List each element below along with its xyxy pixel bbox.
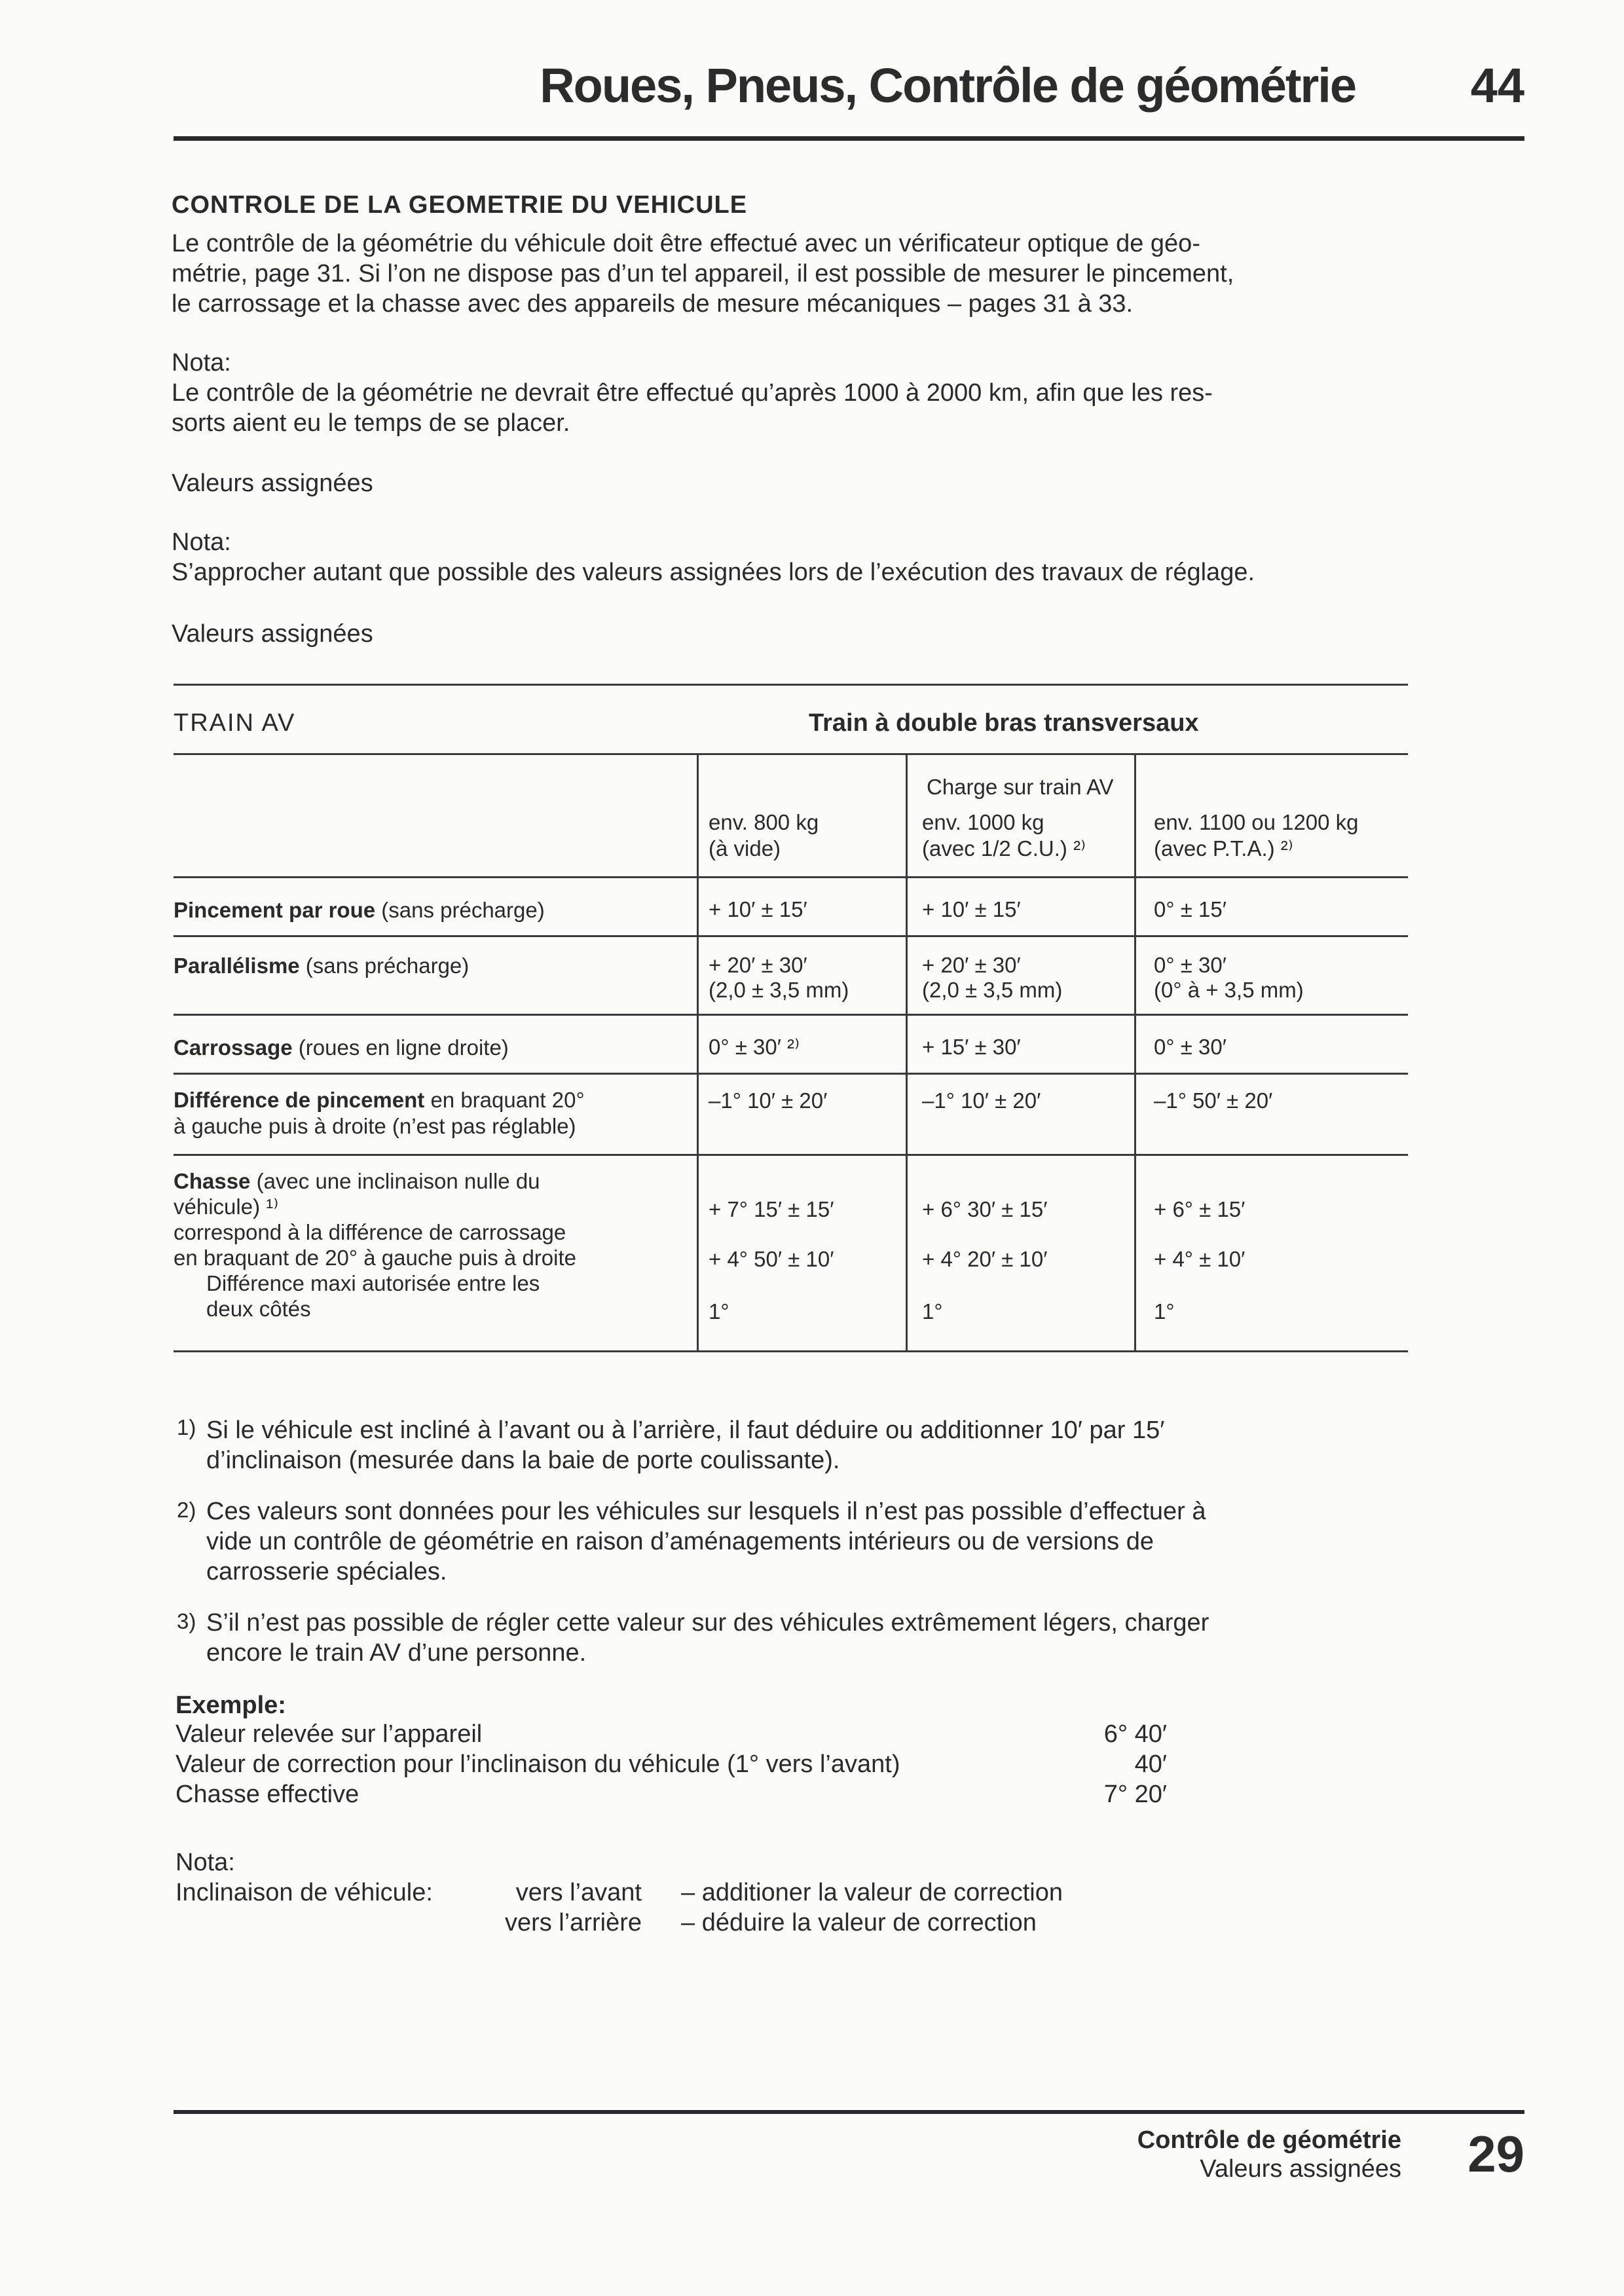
table-cell: 0° ± 30′ <box>1154 1035 1227 1059</box>
nota-label: Nota: <box>175 1849 235 1876</box>
footer-page-number: 29 <box>1467 2125 1524 2183</box>
row-label-line: correspond à la différence de carrossage <box>174 1220 566 1244</box>
table-cell: 0° ± 30′ ²⁾ <box>709 1035 800 1059</box>
row-label: Parallélisme (sans précharge) <box>174 954 470 978</box>
column-header-sub: (à vide) <box>709 836 781 861</box>
row-label: Pincement par roue (sans précharge) <box>174 898 545 922</box>
row-label: Carrossage (roues en ligne droite) <box>174 1035 509 1060</box>
example-row-value: 7° 20′ <box>1103 1781 1167 1808</box>
footnote-line: vide un contrôle de géométrie en raison d’aménagements intérieurs ou de versions de <box>206 1528 1154 1555</box>
nota-label: Nota: <box>172 349 231 377</box>
footer-section-title: Contrôle de géométrie <box>1137 2126 1401 2154</box>
nota-action: – additioner la valeur de correction <box>681 1879 1063 1906</box>
nota-text: S’approcher autant que possible des valeurs assignées lors de l’exécution des travaux de réglage. <box>172 559 1255 586</box>
nota-lead: Inclinaison de véhicule: <box>175 1879 433 1906</box>
footer-rule <box>174 2110 1524 2114</box>
table-cell: 1° <box>922 1299 943 1324</box>
nota-direction: vers l’avant <box>515 1879 642 1906</box>
charge-header: Charge sur train AV <box>927 775 1114 799</box>
row-label: Différence de pincement en braquant 20° <box>174 1088 585 1112</box>
table-cell: + 4° ± 10′ <box>1154 1247 1246 1271</box>
footnote-line: S’il n’est pas possible de régler cette valeur sur des véhicules extrêmement légers, charger <box>206 1609 1209 1637</box>
footer-section-subtitle: Valeurs assignées <box>1200 2155 1401 2183</box>
example-row-text: Valeur de correction pour l’inclinaison du véhicule (1° vers l’avant) <box>175 1750 900 1778</box>
column-header-sub: (avec P.T.A.) ²⁾ <box>1154 836 1293 861</box>
table-cell: + 10′ ± 15′ <box>922 897 1021 921</box>
table-bottom-rule <box>174 1350 1408 1352</box>
column-header: env. 1000 kg <box>922 810 1044 834</box>
table-cell: + 6° ± 15′ <box>1154 1197 1246 1221</box>
footnote-line: encore le train AV d’une personne. <box>206 1639 587 1667</box>
table-cell: 1° <box>1154 1299 1175 1324</box>
nota-direction: vers l’arrière <box>504 1909 642 1936</box>
table-column-divider <box>906 753 908 1350</box>
table-cell: + 10′ ± 15′ <box>709 897 807 921</box>
footnote-line: Si le véhicule est incliné à l’avant ou à l’arrière, il faut déduire ou additionner 10′ par 15′ <box>206 1416 1165 1444</box>
table-cell: 0° ± 30′ (0° à + 3,5 mm) <box>1154 953 1304 1002</box>
nota-label: Nota: <box>172 528 231 556</box>
intro-line-2: métrie, page 31. Si l’on ne dispose pas d’un tel appareil, il est possible de mesurer le pincement, <box>172 260 1234 287</box>
row-label-line: Différence maxi autorisée entre les <box>206 1271 540 1295</box>
example-row-value: 6° 40′ <box>1103 1720 1167 1748</box>
table-rule <box>174 753 1408 755</box>
page-header-title: Roues, Pneus, Contrôle de géométrie <box>540 58 1356 113</box>
valeurs-heading: Valeurs assignées <box>172 470 373 497</box>
train-label: TRAIN AV <box>174 709 296 737</box>
table-cell: + 15′ ± 30′ <box>922 1035 1021 1059</box>
table-cell: + 20′ ± 30′ (2,0 ± 3,5 mm) <box>922 953 1063 1002</box>
table-rule <box>174 935 1408 937</box>
table-rule <box>174 876 1408 878</box>
table-cell: 1° <box>709 1299 729 1324</box>
row-label-line: deux côtés <box>206 1297 311 1321</box>
footnote-line: d’inclinaison (mesurée dans la baie de porte coulissante). <box>206 1447 840 1474</box>
table-column-divider <box>1134 753 1136 1350</box>
column-header: env. 1100 ou 1200 kg <box>1154 810 1359 834</box>
table-cell: –1° 10′ ± 20′ <box>922 1088 1041 1113</box>
nota-line-1: Le contrôle de la géométrie ne devrait être effectué qu’après 1000 à 2000 km, afin que les res- <box>172 379 1213 407</box>
table-cell: + 20′ ± 30′ (2,0 ± 3,5 mm) <box>709 953 849 1002</box>
footnote-line: Ces valeurs sont données pour les véhicules sur lesquels il n’est pas possible d’effectuer à <box>206 1498 1206 1525</box>
row-label-line: en braquant de 20° à gauche puis à droite <box>174 1246 576 1270</box>
row-label: Chasse (avec une inclinaison nulle du <box>174 1169 540 1193</box>
intro-line-1: Le contrôle de la géométrie du véhicule doit être effectué avec un vérificateur optique de géo- <box>172 230 1200 257</box>
nota-line-2: sorts aient eu le temps de se placer. <box>172 409 570 437</box>
header-rule <box>174 136 1524 141</box>
table-top-rule <box>174 684 1408 686</box>
table-cell: + 6° 30′ ± 15′ <box>922 1197 1048 1221</box>
example-row-text: Valeur relevée sur l’appareil <box>175 1720 483 1748</box>
section-title: CONTROLE DE LA GEOMETRIE DU VEHICULE <box>172 191 748 219</box>
footnote-mark: 2) <box>177 1498 196 1522</box>
page-header-number: 44 <box>1470 58 1524 113</box>
example-row-text: Chasse effective <box>175 1781 360 1808</box>
table-cell: –1° 50′ ± 20′ <box>1154 1088 1273 1113</box>
table-rule <box>174 1014 1408 1016</box>
column-header: env. 800 kg <box>709 810 819 834</box>
table-cell: + 4° 20′ ± 10′ <box>922 1247 1048 1271</box>
footnote-line: carrosserie spéciales. <box>206 1558 447 1585</box>
valeurs-heading: Valeurs assignées <box>172 620 373 648</box>
row-label-line: véhicule) ¹⁾ <box>174 1194 279 1219</box>
example-label: Exemple: <box>175 1692 286 1719</box>
table-rule <box>174 1073 1408 1075</box>
table-cell: –1° 10′ ± 20′ <box>709 1088 828 1113</box>
row-label-line: à gauche puis à droite (n’est pas réglable) <box>174 1114 576 1138</box>
example-row-value: 40′ <box>1134 1750 1167 1778</box>
nota-action: – déduire la valeur de correction <box>681 1909 1037 1936</box>
footnote-mark: 1) <box>177 1415 196 1439</box>
table-cell: + 7° 15′ ± 15′ <box>709 1197 834 1221</box>
train-type: Train à double bras transversaux <box>809 709 1199 737</box>
table-rule <box>174 1154 1408 1156</box>
table-column-divider <box>697 753 699 1350</box>
table-cell: + 4° 50′ ± 10′ <box>709 1247 834 1271</box>
intro-line-3: le carrossage et la chasse avec des appareils de mesure mécaniques – pages 31 à 33. <box>172 290 1134 318</box>
table-cell: 0° ± 15′ <box>1154 897 1227 921</box>
footnote-mark: 3) <box>177 1609 196 1633</box>
footer-section <box>1008 2126 1401 2183</box>
column-header-sub: (avec 1/2 C.U.) ²⁾ <box>922 836 1086 861</box>
